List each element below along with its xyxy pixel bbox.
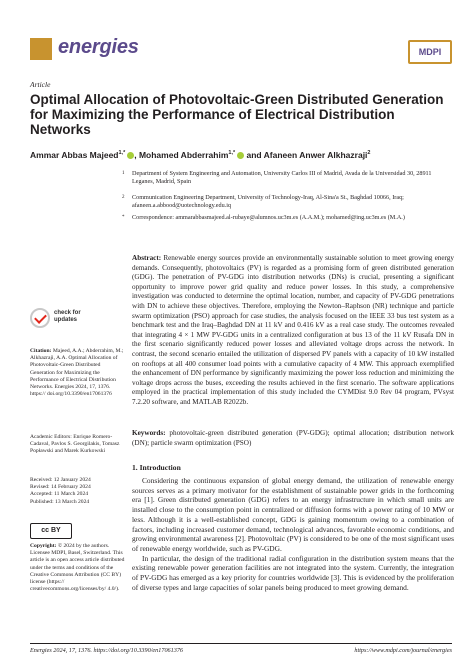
keywords-text: photovoltaic-green distributed generation (PV-GDG); optimal allocation; distribution network (DN); particle swarm optimization (PSO) <box>132 429 454 447</box>
author-name: Mohamed Abderrahim <box>138 149 229 160</box>
affiliation <box>122 194 452 210</box>
author-sup: 1,* <box>118 150 126 156</box>
citation-label: Citation: <box>30 348 52 354</box>
orcid-icon[interactable] <box>127 152 134 159</box>
affiliation <box>122 170 452 186</box>
section-heading: 1. Introduction <box>132 463 181 472</box>
affiliation-number: 2 <box>122 195 125 200</box>
editors-block <box>30 434 126 456</box>
footer-divider <box>30 643 452 644</box>
published-date: Published: 13 March 2024 <box>30 498 90 505</box>
dates-block <box>30 477 126 506</box>
article-type: Article <box>30 80 51 89</box>
author-sup: 2 <box>367 150 371 156</box>
mdpi-logo[interactable]: MDPI <box>408 40 452 64</box>
correspondence <box>122 214 452 222</box>
revised-date: Revised: 14 February 2024 <box>30 484 91 491</box>
orcid-icon[interactable] <box>237 152 244 159</box>
abstract-label: Abstract: <box>132 254 162 262</box>
paragraph: Considering the continuous expansion of global energy demand, the utilization of renewable energy sources serves as a primary motivator for the establishment of sustainable power grids in the forthcoming era [1]. Green distributed generation (GDG) refers to an energy infrastructure in which small units are installed close to the consumption point in centralized or diffusion forms with a power rating of 10 MW or less. Although it is a well-established concept, GDG is gaining momentum owing to a combination of factors, including increased customer demand, technological advances, favorable economic conditions, and growing environmental awareness [2]. Photovoltaic (PV) is considered to be one of the most significant uses of renewable energy worldwide, such as PV-GDG. <box>132 476 454 553</box>
journal-name[interactable]: energies <box>58 36 139 58</box>
keywords-label: Keywords: <box>132 429 166 437</box>
check-updates-icon <box>30 308 50 328</box>
citation-block <box>30 348 126 398</box>
affiliation-number: * <box>122 215 125 220</box>
keywords <box>132 429 454 448</box>
copyright-label: Copyright: <box>30 543 57 549</box>
author-name: Ammar Abbas Majeed <box>30 149 119 160</box>
abstract <box>132 254 454 408</box>
author-list: Ammar Abbas Majeed$^{1,*}$ , Mohamed Abderrahim$^{1,*}$ and Afaneen Anwer Alkhazraji$^2$ <box>30 149 371 160</box>
editors-label: Academic Editors: <box>30 434 72 440</box>
cc-by-badge[interactable]: cc BY <box>30 523 72 539</box>
journal-logo-icon <box>30 38 52 60</box>
correspondence-text[interactable]: Correspondence: ammarabbasmajeed.al-rubaye@alumnos.uc3m.es (A.A.M.); mohamed@ing.uc3m.es (M.A.) <box>132 214 405 221</box>
copyright-text: © 2024 by the authors. Licensee MDPI, Basel, Switzerland. This article is an open access article distributed under the terms and conditions of the Creative Commons Attribution (CC BY) license (https:// creativecommons.org/licenses/by/ 4.0/). <box>30 543 125 593</box>
paper-title: Optimal Allocation of Photovoltaic-Green Distributed Generation for Maximizing the Performance of Electrical Distribution Networks <box>30 92 444 137</box>
copyright-block <box>30 543 126 593</box>
received-date: Received: 12 January 2024 <box>30 477 91 483</box>
footer-citation[interactable]: Energies 2024, 17, 1376. https://doi.org/10.3390/en17061376 <box>30 647 184 654</box>
check-for-updates-button[interactable] <box>30 306 90 332</box>
check-line1: check for <box>54 310 81 316</box>
accepted-date: Accepted: 11 March 2024 <box>30 491 89 498</box>
affiliation-number: 1 <box>122 171 125 176</box>
citation-text[interactable]: Majeed, A.A.; Abderrahim, M.; Alkhazraji, A.A. Optimal Allocation of Photovoltaic-Green Distributed Generation for Maximizing the Performance of Electrical Distribution Networks. Energies 2024, 17, 1376. https:// doi.org/10.3390/en17061376 <box>30 348 124 398</box>
footer-journal-link[interactable]: https://www.mdpi.com/journal/energies <box>354 647 452 654</box>
check-line2: updates <box>54 317 78 323</box>
affiliation-text: Communication Engineering Department, University of Technology-Iraq, Al-Sina'a St., Baghdad 10066, Iraq; afaneen.a.abbood@uotechnology.edu.iq <box>132 194 404 209</box>
introduction-body <box>132 476 454 592</box>
paragraph: In particular, the design of the traditional radial configuration in the distribution system means that the existing renewable power generation facilities are not integrated into the system. Currently, the integration of PV-GDG has emerged as a key priority for countries worldwide [3]. This is evidenced by the proliferation of diverse types and large capacities of solar panels being produced to meet growing demand. <box>132 553 454 592</box>
abstract-text: Renewable energy sources provide an environmentally sustainable solution to meet growing energy demands. Consequently, photovoltaics (PV) is regarded as a promising form of green distributed generation (GDG). The penetration of PV-GDG into distribution networks (DNs) is crucial, presenting a significant opportunity to improve power grid quality and reduce power losses. In this study, a comprehensive investigation was conducted to determine the optimal location, number, and capacity of PV-GDG penetrations with DN to achieve these objectives. Therefore, employing the Newton–Raphson (NR) technique and particle swarm optimization (PSO) approach for case studies, the analysis focused on the IEEE 33 bus test system as a benchmark test and the Iraq–Baghdad DN at 11 kV and 0.416 kV as a real case study. The outcomes revealed that integrating 4 × 1 MW PV-GDG units in a centralized configuration at bus 13 of the 11 kV Rusafa DN in the first scenario significantly reduced power losses and alleviated voltage drops across the network. In contrast, the second scenario entailed the utilization of dispersed PV panels with a capacity of 10 kW installed on rooftops at all 400 consumer load points with a cumulative capacity of 4 MW. This approach exemplified the enhancement of DN performance by significantly maximizing the power loss reduction and minimizing the voltage drops across the buses, exceeding the results achieved in the first scenario. The software applications employed in the practical implementation of this study included the CYMDist 9.0 Rev 04 program, PVsyst 7.2.20 software, and MATLAB R2022b. <box>132 254 454 406</box>
author-name: and Afaneen Anwer Alkhazraji <box>246 149 368 160</box>
author-sup: 1,* <box>228 150 236 156</box>
editors-text: Enrique Romero-Cadaval, Pavlos S. Georgilakis, Tomasz Popławski and Marek Kurkowski <box>30 434 120 455</box>
affiliation-text: Department of System Engineering and Automation, University Carlos III of Madrid, Avada de la Universidad 30, 28911 Leganes, Madrid, Spain <box>132 170 432 185</box>
